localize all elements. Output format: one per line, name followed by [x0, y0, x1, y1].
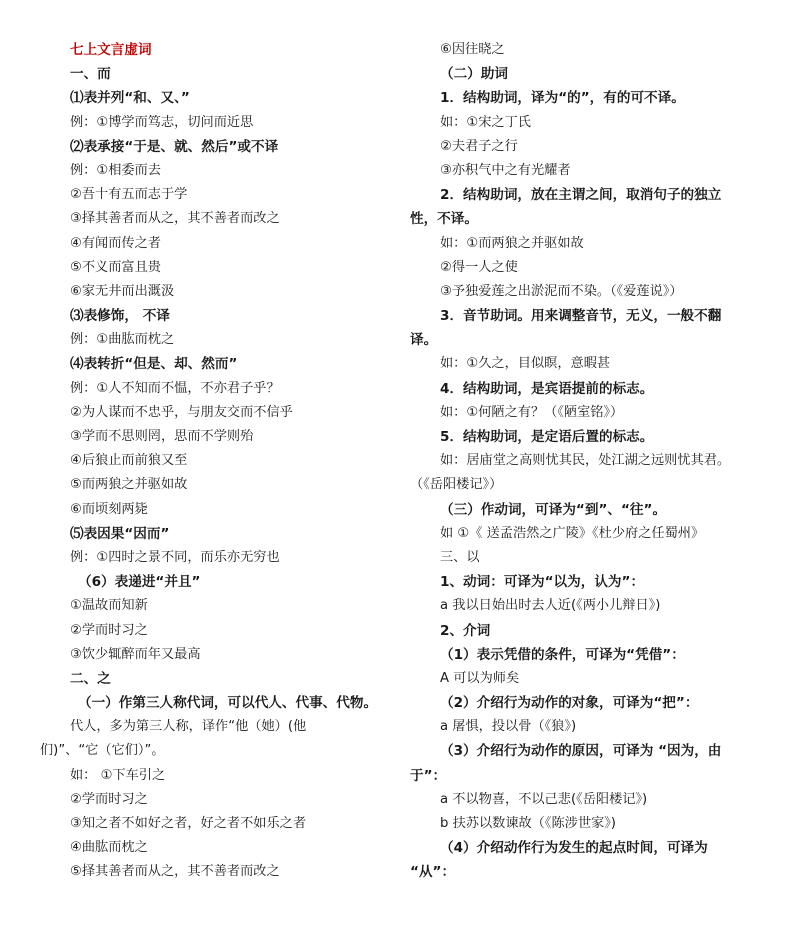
left-text-line: ①温故而知新 — [70, 598, 148, 614]
right-text-line: ②夫君子之行 — [440, 138, 518, 154]
right-text-line: 三、以 — [440, 549, 480, 565]
right-text-line: （三）作动词，可译为“到”、“往”。 — [440, 501, 667, 518]
left-text-line: ④有闻而传之者 — [70, 235, 161, 251]
right-text-line: ③亦积气中之有光耀者 — [440, 162, 571, 178]
right-text-line: 译。 — [410, 332, 438, 349]
right-text-line: （《岳阳楼记》） — [410, 477, 503, 493]
right-text-line: （4）介绍动作行为发生的起点时间，可译为 — [440, 840, 708, 857]
right-text-line: 2．结构助词，放在主谓之间，取消句子的独立 — [440, 187, 722, 204]
left-text-line: 例：①人不知而不愠，不亦君子乎？ — [70, 380, 280, 396]
left-text-line: ②吾十有五而志于学 — [70, 187, 188, 203]
right-text-line: 3．音节助词。用来调整音节，无义，一般不翻 — [440, 308, 722, 325]
left-text-line: 们)”、“它（它们）”。 — [40, 743, 165, 759]
left-text-line: 如： ①下车引之 — [70, 767, 166, 783]
right-text-line: 5．结构助词，是定语后置的标志。 — [440, 429, 654, 445]
right-text-line: 于”： — [410, 767, 447, 784]
right-text-line: a 不以物喜，不以己悲(《岳阳楼记》) — [440, 791, 648, 807]
right-text-line: （2）介绍行为动作的对象，可译为“把”： — [440, 695, 699, 712]
left-text-line: ④后狼止而前狼又至 — [70, 453, 188, 469]
left-text-line: ⑴表并列“和、又、” — [70, 90, 190, 107]
right-text-line: ②得一人之使 — [440, 259, 518, 275]
right-text-line: A 可以为师矣 — [440, 670, 520, 686]
right-text-line: ⑥因往晓之 — [440, 42, 505, 57]
right-text-line: 如：①宋之丁氏 — [440, 114, 531, 130]
left-text-line: （一）作第三人称代词，可以代人、代事、代物。 — [78, 695, 378, 712]
right-text-line: 如 ①《 送孟浩然之广陵》《杜少府之任蜀州》 — [440, 525, 705, 541]
left-text-line: 例：①曲肱而枕之 — [70, 332, 175, 348]
right-text-line: 如：①何陋之有？（《陋室铭》） — [440, 404, 624, 420]
left-text-line: ③饮少辄醉而年又最高 — [70, 646, 201, 662]
left-text-line: ⑥而顷刻两毙 — [70, 501, 148, 517]
right-text-line: （1）表示凭借的条件，可译为“凭借”： — [440, 646, 685, 663]
right-text-line: a 我以日始出时去人近(《两小儿辩日》) — [440, 598, 661, 614]
left-text-line: ④曲肱而枕之 — [70, 840, 148, 856]
left-text-line: ⑤而两狼之并驱如故 — [70, 477, 188, 493]
left-text-line: ②学而时习之 — [70, 622, 148, 638]
right-text-line: 1．结构助词，译为“的”，有的可不译。 — [440, 90, 685, 107]
left-text-line: ⑶表修饰， 不译 — [70, 308, 170, 325]
left-text-line: 例：①四时之景不同，而乐亦无穷也 — [70, 549, 280, 565]
right-text-line: 1、动词：可译为“以为，认为”： — [440, 574, 645, 591]
right-text-line: “从”： — [410, 864, 456, 881]
right-column — [410, 38, 770, 885]
left-text-line: 一、而 — [70, 66, 111, 83]
right-text-line: 性，不译。 — [410, 211, 478, 228]
right-text-line: 4．结构助词，是宾语提前的标志。 — [440, 380, 654, 397]
right-text-line: （3）介绍行为动作的原因，可译为 “因为，由 — [440, 743, 722, 760]
left-text-line: ②学而时习之 — [70, 791, 148, 807]
left-text-line: 例：①博学而笃志，切问而近思 — [70, 114, 254, 130]
left-column — [40, 38, 390, 885]
left-text-line: （6）表递进“并且” — [78, 574, 201, 591]
left-text-line: ③择其善者而从之，其不善者而改之 — [70, 211, 280, 227]
right-text-line: ③予独爱莲之出淤泥而不染。（《爱莲说》） — [440, 283, 683, 299]
left-text-line: ⑷表转折“但是、却、然而” — [70, 356, 238, 373]
left-text-line: 二、之 — [70, 670, 111, 687]
left-text-line: ⑤不义而富且贵 — [70, 259, 161, 275]
left-text-line: ⑥家无井而出溉汲 — [70, 283, 175, 299]
left-text-line: ③知之者不如好之者，好之者不如乐之者 — [70, 816, 307, 831]
left-text-line: ⑤择其善者而从之，其不善者而改之 — [70, 864, 280, 880]
right-text-line: b 扶苏以数谏故（《陈涉世家》) — [440, 816, 616, 831]
right-text-line: 如：①久之，目似瞑，意暇甚 — [440, 356, 611, 372]
left-text-line: 七上文言虚词 — [70, 42, 152, 58]
left-text-line: ③学而不思则罔，思而不学则殆 — [70, 429, 254, 444]
right-text-line: 如：①而两狼之并驱如故 — [440, 235, 584, 251]
left-text-line: ⑸表因果“因而” — [70, 525, 170, 542]
left-text-line: ⑵表承接“于是、就、然后”或不译 — [70, 138, 279, 155]
right-text-line: 如：居庙堂之高则忧其民，处江湖之远则忧其君。 — [440, 453, 731, 469]
right-text-line: a 屠惧，投以骨（《狼》) — [440, 719, 577, 735]
left-text-line: 例：①相委而去 — [70, 162, 161, 178]
right-text-line: 2、介词 — [440, 622, 491, 639]
right-text-line: （二）助词 — [440, 66, 508, 83]
left-text-line: 代人，多为第三人称，译作“他（她）(他 — [70, 719, 307, 735]
left-text-line: ②为人谋而不忠乎，与朋友交而不信乎 — [70, 404, 293, 420]
